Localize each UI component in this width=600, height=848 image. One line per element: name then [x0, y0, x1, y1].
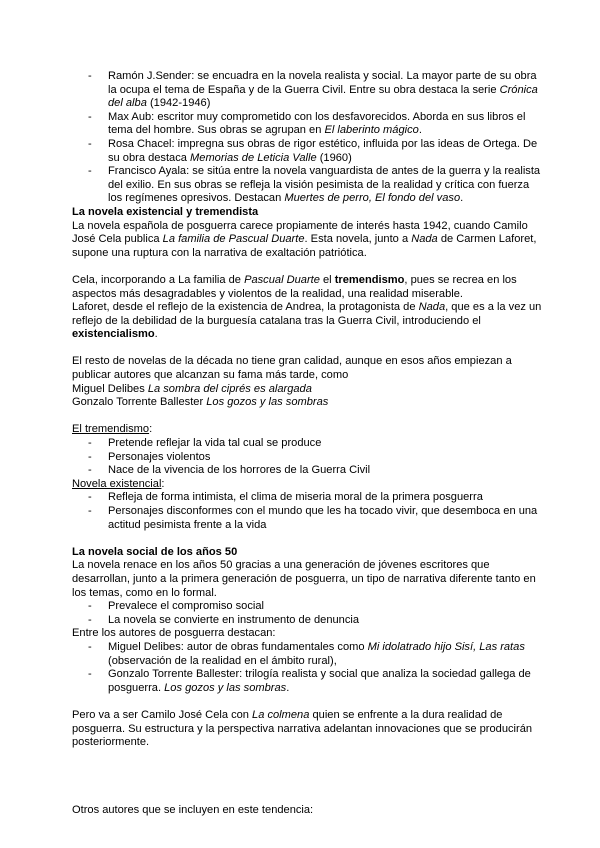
list-item: - Refleja de forma intimista, el clima de miseria moral de la primera posguerra — [72, 491, 542, 505]
list-item: - Max Aub: escritor muy comprometido con los desfavorecidos. Aborda en sus libros el tema del hombre. Sus obras se agrupan en El laberinto mágico. — [72, 111, 542, 138]
social-traits-list — [72, 600, 542, 627]
paragraph: Laforet, desde el reflejo de la existencia de Andrea, la protagonista de Nada, que es a la vez un reflejo de la debilidad de la burguesía catalana tras la Guerra Civil, introduciendo el existencialismo. — [72, 301, 542, 341]
paragraph: Cela, incorporando a La familia de Pascual Duarte el tremendismo, pues se recrea en los aspectos más desagradables y violentos de la realidad, una realidad miserable. — [72, 273, 517, 300]
list-item: - Gonzalo Torrente Ballester: trilogía realista y social que analiza la sociedad gallega de posguerra. Los gozos y las sombras. — [72, 668, 542, 695]
list-item: - La novela se convierte en instrumento de denuncia — [72, 614, 542, 628]
list-item: - Pretende reflejar la vida tal cual se produce — [72, 437, 542, 451]
list-item: - Prevalece el compromiso social — [72, 600, 542, 614]
paragraph: La novela española de posguerra carece propiamente de interés hasta 1942, cuando Camilo José Cela publica La familia de Pascual Duarte. Esta novela, junto a Nada de Carmen Laforet, supone una ruptura con la narrativa de exaltación patriótica. — [72, 219, 537, 259]
list-item: - Francisco Ayala: se sitúa entre la novela vanguardista de antes de la guerra y la realista del exilio. En sus obras se refleja la visión pesimista de la realidad y crítica con fuerza los regímenes opresivos. Destacan Muertes de perro, El fondo del vaso. — [72, 165, 542, 206]
paragraph: Entre los autores de posguerra destacan: — [72, 627, 276, 640]
paragraph: El resto de novelas de la década no tiene gran calidad, aunque en esos años empiezan a publicar autores que alcanzan su fama más tarde, como — [72, 355, 512, 382]
subheading-tremendismo: El tremendismo: — [72, 423, 153, 436]
list-item: - Personajes violentos — [72, 451, 542, 465]
social-authors-list — [72, 641, 542, 695]
tremendismo-list — [72, 437, 542, 478]
list-item: - Personajes disconformes con el mundo que les ha tocado vivir, que desemboca en una actitud pesimista frente a la vida — [72, 505, 542, 532]
paragraph: La novela renace en los años 50 gracias a una generación de jóvenes escritores que desarrollan, junto a la primera generación de posguerra, un tipo de narrativa diferente tanto en los temas, como en lo formal. — [72, 559, 536, 599]
list-item: - Ramón J.Sender: se encuadra en la novela realista y social. La mayor parte de su obra la ocupa el tema de España y de la Guerra Civil. Entre su obra destaca la serie Crónica del alba (1942-1946) — [72, 70, 542, 111]
list-item: - Miguel Delibes: autor de obras fundamentales como Mi idolatrado hijo Sisí, Las ratas (observación de la realidad en el ámbito rural), — [72, 641, 542, 668]
section-heading-existencial: La novela existencial y tremendista — [72, 205, 259, 218]
paragraph: Pero va a ser Camilo José Cela con La colmena quien se enfrente a la dura realidad de posguerra. Su estructura y la perspectiva narrativa adelantan innovaciones que se producirán posteriormente. — [72, 708, 533, 749]
subheading-existencial: Novela existencial: — [72, 477, 165, 490]
document-body — [72, 70, 542, 818]
existencial-list — [72, 491, 542, 532]
list-item: - Nace de la vivencia de los horrores de la Guerra Civil — [72, 464, 542, 478]
section-heading-social: La novela social de los años 50 — [72, 545, 238, 558]
paragraph: Miguel Delibes La sombra del ciprés es alargada — [72, 382, 312, 395]
list-item: - Rosa Chacel: impregna sus obras de rigor estético, influida por las ideas de Ortega. De su obra destaca Memorias de Leticia Valle (1960) — [72, 138, 542, 165]
paragraph: Otros autores que se incluyen en este tendencia: — [72, 804, 314, 817]
exile-authors-list — [72, 70, 542, 206]
paragraph: Gonzalo Torrente Ballester Los gozos y las sombras — [72, 396, 329, 409]
